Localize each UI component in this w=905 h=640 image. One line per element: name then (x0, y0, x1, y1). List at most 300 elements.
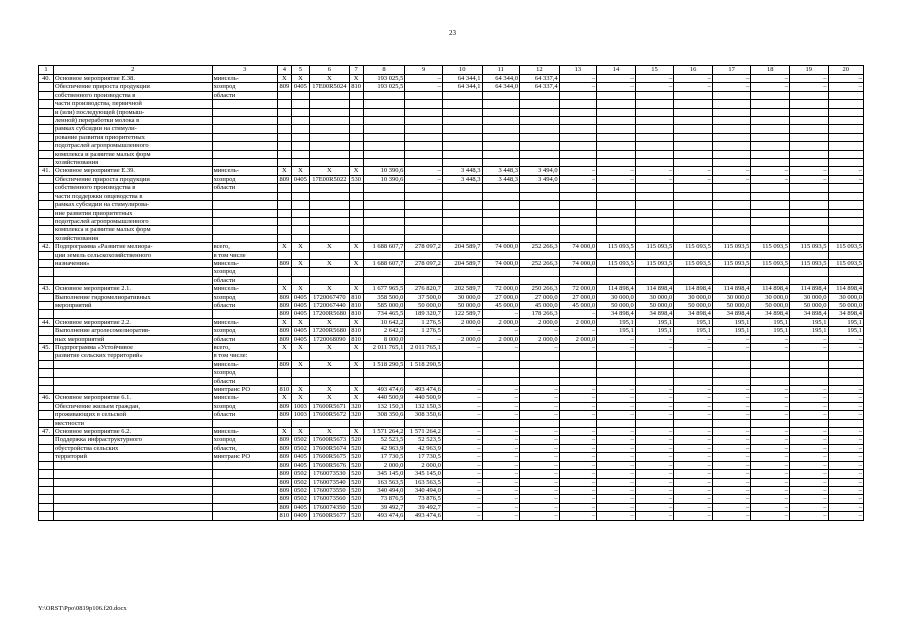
table-cell: в том числе (212, 251, 277, 259)
table-cell (482, 133, 520, 141)
table-cell: – (789, 470, 828, 478)
table-cell (597, 192, 636, 200)
column-header: 4 (277, 66, 291, 75)
table-cell (310, 159, 350, 167)
table-cell: 193 025,5 (363, 75, 405, 83)
table-cell: области (212, 411, 277, 419)
table-cell: – (559, 428, 597, 436)
table-cell (828, 268, 863, 276)
table-cell (212, 159, 277, 167)
table-cell: 34 898,4 (635, 310, 674, 318)
table-cell (482, 276, 520, 284)
table-cell (39, 234, 54, 242)
table-cell (212, 192, 277, 200)
table-cell (751, 100, 790, 108)
table-cell (39, 495, 54, 503)
table-cell (751, 268, 790, 276)
table-cell: 195,1 (712, 318, 751, 326)
table-cell (520, 201, 560, 209)
table-cell (828, 251, 863, 259)
table-cell: – (559, 394, 597, 402)
table-cell (520, 268, 560, 276)
table-cell: – (442, 444, 482, 452)
table-cell (54, 478, 213, 486)
table-cell: 520 (349, 470, 363, 478)
table-cell (349, 133, 363, 141)
table-cell (828, 419, 863, 427)
table-cell: – (828, 444, 863, 452)
table-cell (277, 268, 291, 276)
table-cell (291, 142, 309, 150)
table-cell (363, 184, 405, 192)
table-cell: 42 963,9 (363, 444, 405, 452)
table-cell (39, 209, 54, 217)
table-cell: – (674, 470, 713, 478)
table-row (39, 310, 864, 318)
table-cell: 810 (277, 512, 291, 520)
table-cell: – (442, 327, 482, 335)
table-cell (482, 377, 520, 385)
table-cell: 810 (349, 335, 363, 343)
table-cell (597, 234, 636, 242)
table-cell: 3 448,3 (442, 175, 482, 183)
table-cell (828, 91, 863, 99)
table-cell (39, 411, 54, 419)
table-cell: – (751, 461, 790, 469)
table-cell: – (635, 411, 674, 419)
table-cell (39, 217, 54, 225)
table-cell: 17200R5680 (310, 327, 350, 335)
table-cell: – (712, 75, 751, 83)
table-cell (559, 419, 597, 427)
table-cell: – (405, 75, 443, 83)
table-cell: – (442, 411, 482, 419)
table-cell: – (597, 402, 636, 410)
table-cell: – (751, 167, 790, 175)
table-cell (751, 377, 790, 385)
table-cell (310, 142, 350, 150)
table-cell (310, 184, 350, 192)
table-cell (674, 251, 713, 259)
table-cell (482, 217, 520, 225)
table-cell: 34 898,4 (597, 310, 636, 318)
file-path-footer: Y:\ORST\Ppo\0819p106.f20.docx (38, 605, 127, 612)
table-cell: – (442, 428, 482, 436)
table-cell: – (520, 461, 560, 469)
table-cell: Х (310, 394, 350, 402)
table-cell (520, 142, 560, 150)
table-cell: – (482, 344, 520, 352)
table-cell: – (751, 428, 790, 436)
table-cell: Х (310, 386, 350, 394)
table-cell: – (828, 335, 863, 343)
table-cell: – (597, 335, 636, 343)
table-cell (277, 159, 291, 167)
table-cell (442, 268, 482, 276)
column-header: 5 (291, 66, 309, 75)
table-cell: Выполнение гидромелиоративных (54, 293, 213, 301)
table-cell: 734 465,5 (363, 310, 405, 318)
table-cell: 1003 (291, 411, 309, 419)
table-cell: – (828, 495, 863, 503)
table-cell (559, 192, 597, 200)
table-cell: – (635, 512, 674, 520)
table-cell: – (482, 486, 520, 494)
table-cell: Х (291, 386, 309, 394)
table-cell (405, 142, 443, 150)
table-cell: части производства, первичной (54, 100, 213, 108)
table-cell: области, (212, 444, 277, 452)
table-cell (789, 192, 828, 200)
table-cell (405, 251, 443, 259)
table-cell (597, 159, 636, 167)
table-cell (674, 209, 713, 217)
table-cell (310, 125, 350, 133)
table-row (39, 184, 864, 192)
table-cell (520, 251, 560, 259)
table-cell (751, 234, 790, 242)
table-cell (349, 217, 363, 225)
table-cell: – (635, 402, 674, 410)
table-row (39, 201, 864, 209)
table-cell (310, 150, 350, 158)
table-cell: 809 (277, 486, 291, 494)
table-cell (39, 512, 54, 520)
table-cell (751, 360, 790, 368)
table-cell: 52 523,5 (405, 436, 443, 444)
table-cell: – (520, 444, 560, 452)
table-cell: 115 093,5 (789, 259, 828, 267)
table-cell: 195,1 (674, 318, 713, 326)
table-cell: – (789, 411, 828, 419)
table-cell (712, 226, 751, 234)
table-cell: Х (291, 344, 309, 352)
table-cell (712, 201, 751, 209)
table-cell (674, 192, 713, 200)
table-cell: 115 093,5 (751, 259, 790, 267)
table-cell (751, 150, 790, 158)
table-cell (828, 217, 863, 225)
table-cell (597, 209, 636, 217)
table-cell: – (751, 411, 790, 419)
table-cell (597, 184, 636, 192)
table-cell (674, 100, 713, 108)
table-cell (828, 159, 863, 167)
table-cell (277, 91, 291, 99)
table-cell (482, 91, 520, 99)
table-cell (310, 192, 350, 200)
table-cell: – (712, 344, 751, 352)
table-cell (520, 209, 560, 217)
table-cell (482, 369, 520, 377)
table-cell (712, 100, 751, 108)
table-cell: минсель- (212, 318, 277, 326)
table-cell (751, 91, 790, 99)
table-cell (597, 91, 636, 99)
table-cell (674, 125, 713, 133)
table-cell (405, 419, 443, 427)
table-cell (674, 217, 713, 225)
table-cell (635, 360, 674, 368)
table-cell (54, 495, 213, 503)
table-cell (39, 310, 54, 318)
table-cell (405, 276, 443, 284)
table-cell: – (405, 335, 443, 343)
table-cell (291, 201, 309, 209)
table-cell: 0502 (291, 478, 309, 486)
table-cell: 45 000,0 (520, 301, 560, 309)
table-cell: – (751, 386, 790, 394)
table-cell (635, 133, 674, 141)
table-cell (291, 276, 309, 284)
table-cell: 50 000,0 (442, 301, 482, 309)
table-cell: – (635, 503, 674, 511)
table-row (39, 478, 864, 486)
table-cell (363, 217, 405, 225)
table-cell (277, 352, 291, 360)
table-cell (310, 268, 350, 276)
table-cell: – (674, 335, 713, 343)
table-cell (310, 419, 350, 427)
table-cell: – (442, 436, 482, 444)
table-row (39, 369, 864, 377)
table-cell (751, 226, 790, 234)
table-cell: 34 898,4 (712, 310, 751, 318)
table-cell (442, 133, 482, 141)
table-cell: 122 589,7 (442, 310, 482, 318)
table-cell: 809 (277, 503, 291, 511)
table-cell (828, 117, 863, 125)
table-cell (310, 377, 350, 385)
table-cell: 809 (277, 478, 291, 486)
table-cell (712, 419, 751, 427)
table-cell: 1 518 290,5 (363, 360, 405, 368)
table-cell: – (597, 75, 636, 83)
table-cell (559, 117, 597, 125)
table-cell: Х (291, 428, 309, 436)
table-cell: Х (291, 394, 309, 402)
table-cell (405, 91, 443, 99)
table-cell: 30 000,0 (635, 293, 674, 301)
table-cell (442, 100, 482, 108)
table-cell (751, 117, 790, 125)
table-cell: 809 (277, 436, 291, 444)
table-cell: 493 474,6 (405, 386, 443, 394)
table-cell (674, 360, 713, 368)
table-cell: 2 000,0 (482, 335, 520, 343)
table-cell (674, 201, 713, 209)
table-cell: – (712, 402, 751, 410)
table-cell (712, 369, 751, 377)
table-cell (310, 201, 350, 209)
table-cell (442, 150, 482, 158)
table-cell: Обеспечение жильем граждан, (54, 402, 213, 410)
table-cell: минсель- (212, 360, 277, 368)
table-cell: 204 589,7 (442, 243, 482, 251)
table-cell: – (597, 453, 636, 461)
table-cell: – (674, 436, 713, 444)
table-cell: 308 350,6 (363, 411, 405, 419)
table-cell: мероприятий (54, 301, 213, 309)
table-cell (39, 268, 54, 276)
table-cell (349, 142, 363, 150)
table-cell (363, 251, 405, 259)
table-cell (635, 234, 674, 242)
table-cell (789, 159, 828, 167)
table-cell: 340 494,0 (363, 486, 405, 494)
table-cell (597, 201, 636, 209)
table-cell (559, 377, 597, 385)
column-header: 19 (789, 66, 828, 75)
table-cell: 178 266,3 (520, 310, 560, 318)
table-cell: Х (349, 344, 363, 352)
table-row (39, 83, 864, 91)
table-cell: 250 266,3 (520, 285, 560, 293)
table-cell (39, 352, 54, 360)
table-cell: хозпрод (212, 436, 277, 444)
table-cell (751, 142, 790, 150)
table-cell: 64 337,4 (520, 83, 560, 91)
table-cell: – (520, 453, 560, 461)
table-cell: 17600R5673 (310, 436, 350, 444)
table-cell: – (789, 83, 828, 91)
table-cell: – (597, 495, 636, 503)
table-cell (212, 495, 277, 503)
table-cell: 810 (349, 301, 363, 309)
table-cell (482, 150, 520, 158)
table-cell: – (597, 386, 636, 394)
table-row (39, 192, 864, 200)
table-cell: 193 025,5 (363, 83, 405, 91)
table-cell (712, 125, 751, 133)
table-cell (597, 276, 636, 284)
table-cell (39, 486, 54, 494)
table-cell (349, 251, 363, 259)
table-cell (635, 217, 674, 225)
table-cell (363, 419, 405, 427)
table-row (39, 251, 864, 259)
table-cell (277, 234, 291, 242)
table-cell: всего, (212, 344, 277, 352)
table-cell: – (635, 470, 674, 478)
table-cell (789, 352, 828, 360)
column-header: 2 (54, 66, 213, 75)
table-cell (212, 486, 277, 494)
table-cell: Х (349, 428, 363, 436)
table-row (39, 386, 864, 394)
table-cell: – (559, 453, 597, 461)
table-cell: 0405 (291, 293, 309, 301)
table-cell: 520 (349, 453, 363, 461)
table-cell (559, 369, 597, 377)
table-cell (751, 201, 790, 209)
table-cell: – (674, 394, 713, 402)
table-cell (674, 276, 713, 284)
table-cell (442, 159, 482, 167)
table-cell: 41. (39, 167, 54, 175)
table-cell: Подпрограмма «Развитие мелиора- (54, 243, 213, 251)
table-cell: – (751, 75, 790, 83)
column-header: 1 (39, 66, 54, 75)
table-cell: Х (277, 243, 291, 251)
table-row (39, 100, 864, 108)
table-cell (363, 142, 405, 150)
table-cell (39, 402, 54, 410)
table-cell (559, 217, 597, 225)
table-cell: – (597, 411, 636, 419)
table-cell: – (674, 428, 713, 436)
table-row (39, 318, 864, 326)
table-cell: – (789, 486, 828, 494)
table-cell (520, 369, 560, 377)
table-cell: 34 898,4 (828, 310, 863, 318)
table-cell (349, 234, 363, 242)
table-cell (39, 100, 54, 108)
column-header: 18 (751, 66, 790, 75)
table-cell: Х (291, 318, 309, 326)
table-cell: 0405 (291, 453, 309, 461)
table-cell (712, 142, 751, 150)
table-cell (597, 360, 636, 368)
table-cell (635, 184, 674, 192)
header-row (39, 66, 864, 75)
table-cell: 115 093,5 (597, 243, 636, 251)
table-cell: Х (310, 75, 350, 83)
table-cell (559, 125, 597, 133)
column-header: 12 (520, 66, 560, 75)
table-cell (597, 251, 636, 259)
table-cell: назначения» (54, 259, 213, 267)
table-cell: – (674, 175, 713, 183)
table-cell: хозпрод (212, 293, 277, 301)
table-cell: 46. (39, 394, 54, 402)
table-cell: Х (310, 259, 350, 267)
table-cell (635, 226, 674, 234)
table-row (39, 503, 864, 511)
table-cell: 0405 (291, 175, 309, 183)
table-cell: Х (277, 344, 291, 352)
table-cell (789, 217, 828, 225)
table-cell: – (828, 461, 863, 469)
table-cell (39, 293, 54, 301)
column-header: 11 (482, 66, 520, 75)
table-cell (39, 360, 54, 368)
table-cell (751, 125, 790, 133)
table-cell: Х (291, 75, 309, 83)
table-cell: – (828, 344, 863, 352)
table-cell (212, 512, 277, 520)
table-cell: – (635, 83, 674, 91)
table-cell: Х (291, 167, 309, 175)
table-cell (291, 159, 309, 167)
table-cell: 44. (39, 318, 54, 326)
table-cell: Х (277, 285, 291, 293)
table-cell: 10 390,6 (363, 167, 405, 175)
table-cell (442, 192, 482, 200)
table-cell: ние развития приоритетных (54, 209, 213, 217)
table-cell (39, 453, 54, 461)
table-cell: 2 000,0 (363, 461, 405, 469)
table-cell (520, 108, 560, 116)
table-cell: – (520, 411, 560, 419)
table-cell (520, 159, 560, 167)
table-cell: – (597, 428, 636, 436)
table-cell (828, 209, 863, 217)
table-cell: Х (349, 394, 363, 402)
table-cell: – (520, 486, 560, 494)
table-cell: – (635, 428, 674, 436)
table-cell: 114 898,4 (828, 285, 863, 293)
